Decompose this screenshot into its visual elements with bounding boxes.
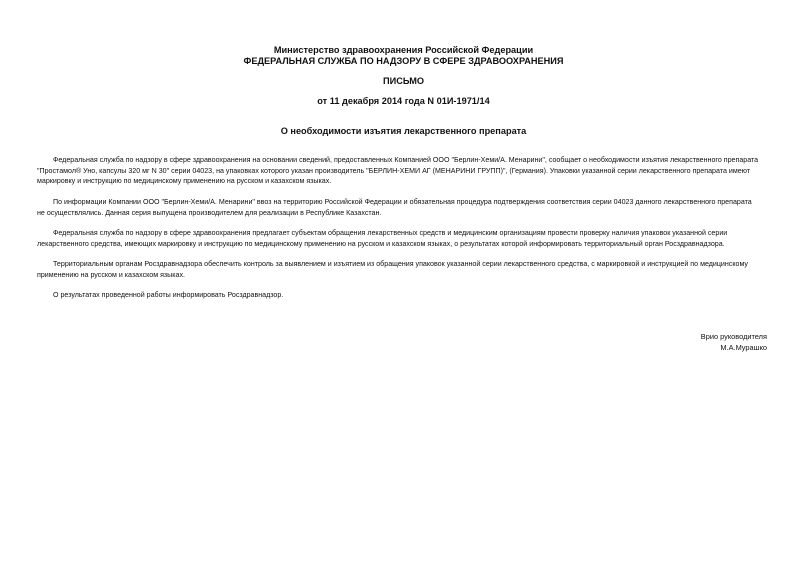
- paragraph-line: "Простамол® Уно, капсулы 320 мг N 30" серии 04023, на упаковках которого указан производитель "БЕРЛИН-ХЕМИ АГ (МЕНАРИНИ ГРУПП)", (Германия). Упаковки указанной серии лекарственного препарата имеют: [37, 166, 751, 175]
- signature-position: Врио руководителя: [700, 332, 767, 341]
- document-subject: О необходимости изъятия лекарственного препарата: [280, 126, 527, 136]
- paragraph-line: Федеральная служба по надзору в сфере здравоохранения предлагает субъектам обращения лекарственных средств и медицинским организациям провести проверку наличия упаковок указанной серии: [53, 229, 728, 237]
- paragraph-2: [37, 197, 771, 218]
- service-title: ФЕДЕРАЛЬНАЯ СЛУЖБА ПО НАДЗОРУ В СФЕРЕ ЗДРАВООХРАНЕНИЯ: [243, 56, 564, 66]
- paragraph-line: Территориальным органам Росздравнадзора обеспечить контроль за выявлением и изъятием из обращения упаковок указанной серии лекарственного средства, с маркировкой и инструкцией по медицинскому: [53, 260, 748, 268]
- signature-name: М.А.Мурашко: [720, 343, 767, 352]
- paragraph-line: маркировку и инструкцию по медицинскому применению на русском и казахском языках.: [37, 177, 332, 185]
- document-date: от 11 декабря 2014 года N 01И-1971/14: [317, 96, 490, 106]
- paragraph-3: [37, 228, 771, 249]
- ministry-title: Министерство здравоохранения Российской Федерации: [273, 45, 534, 55]
- paragraph-line: О результатах проведенной работы информировать Росздравнадзор.: [53, 291, 284, 299]
- document-type: ПИСЬМО: [382, 76, 425, 86]
- paragraph-1: [37, 155, 771, 187]
- paragraph-4: [37, 259, 771, 280]
- paragraph-line: не осуществлялись. Данная серия выпущена производителем для реализации в Республике Казахстан.: [37, 208, 382, 217]
- paragraph-line: Федеральная служба по надзору в сфере здравоохранения на основании сведений, предоставленных Компанией ООО "Берлин-Хеми/А. Менарини", сообщает о необходимости изъятия лекарственного препарата: [53, 156, 759, 164]
- paragraph-5: [37, 290, 771, 301]
- paragraph-line: лекарственного средства, имеющих маркировку и инструкцию по медицинскому применению на русском и казахском языках, о результатах которой информировать территориальный орган Росздравнадзора.: [37, 239, 725, 248]
- paragraph-line: применению на русском и казахском языках.: [37, 270, 186, 279]
- paragraph-line: По информации Компании ООО "Берлин-Хеми/А. Менарини" ввоз на территорию Российской Федерации и обязательная процедура подтверждения соответствия серии 04023 данного лекарственного препарата: [53, 198, 752, 206]
